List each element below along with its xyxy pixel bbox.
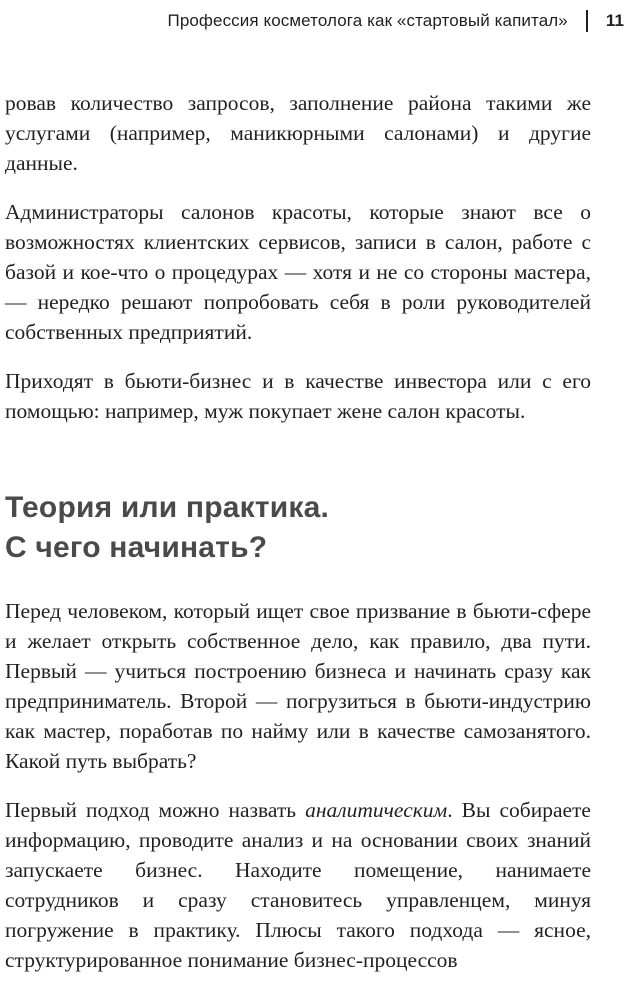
analytic-text-start: Первый подход можно назвать <box>5 798 306 822</box>
analytic-text-rest: . Вы собираете информацию, проводите анализ и на основании своих знаний запускаете бизнес. Находите помещение, нанимаете сотрудников и сразу становитесь управленцем, минуя погружение в практику. Плюсы такого подхода — ясное, структурированное понимание бизнес-процессов <box>5 798 591 972</box>
section-heading <box>5 488 591 568</box>
paragraph-continuation: ровав количество запросов, заполнение района такими же услугами (например, маникюрными салонами) и другие данные. <box>5 91 591 175</box>
header-divider <box>586 10 588 32</box>
paragraph-two-paths: Перед человеком, который ищет свое призвание в бьюти-сфере и желает открыть собственное дело, как правило, два пути. Первый — учиться построению бизнеса и начинать сразу как предприниматель. Второй — погрузиться в бьюти-индустрию как мастер, поработав по найму или в качестве самозанятого. Какой путь выбрать? <box>5 599 591 773</box>
running-title: Профессия косметолога как «стартовый капитал» <box>167 11 568 30</box>
page-body <box>5 88 591 994</box>
section-heading-line2: С чего начинать? <box>5 531 268 564</box>
paragraph-analytic-approach <box>5 795 591 975</box>
running-header <box>168 6 625 36</box>
page-number: 11 <box>605 11 624 30</box>
paragraph-administrators: Администраторы салонов красоты, которые знают все о возможностях клиентских сервисов, записи в салон, работе с базой и кое-что о процедурах — хотя и не со стороны мастера, — нередко решают попробовать себя в роли руководителей собственных предприятий. <box>5 200 591 344</box>
paragraph-investors: Приходят в бьюти-бизнес и в качестве инвестора или с его помощью: например, муж покупает жене салон красоты. <box>5 369 591 423</box>
section-heading-line1: Теория или практика. <box>5 491 330 524</box>
analytic-term: аналитическим <box>305 798 448 822</box>
